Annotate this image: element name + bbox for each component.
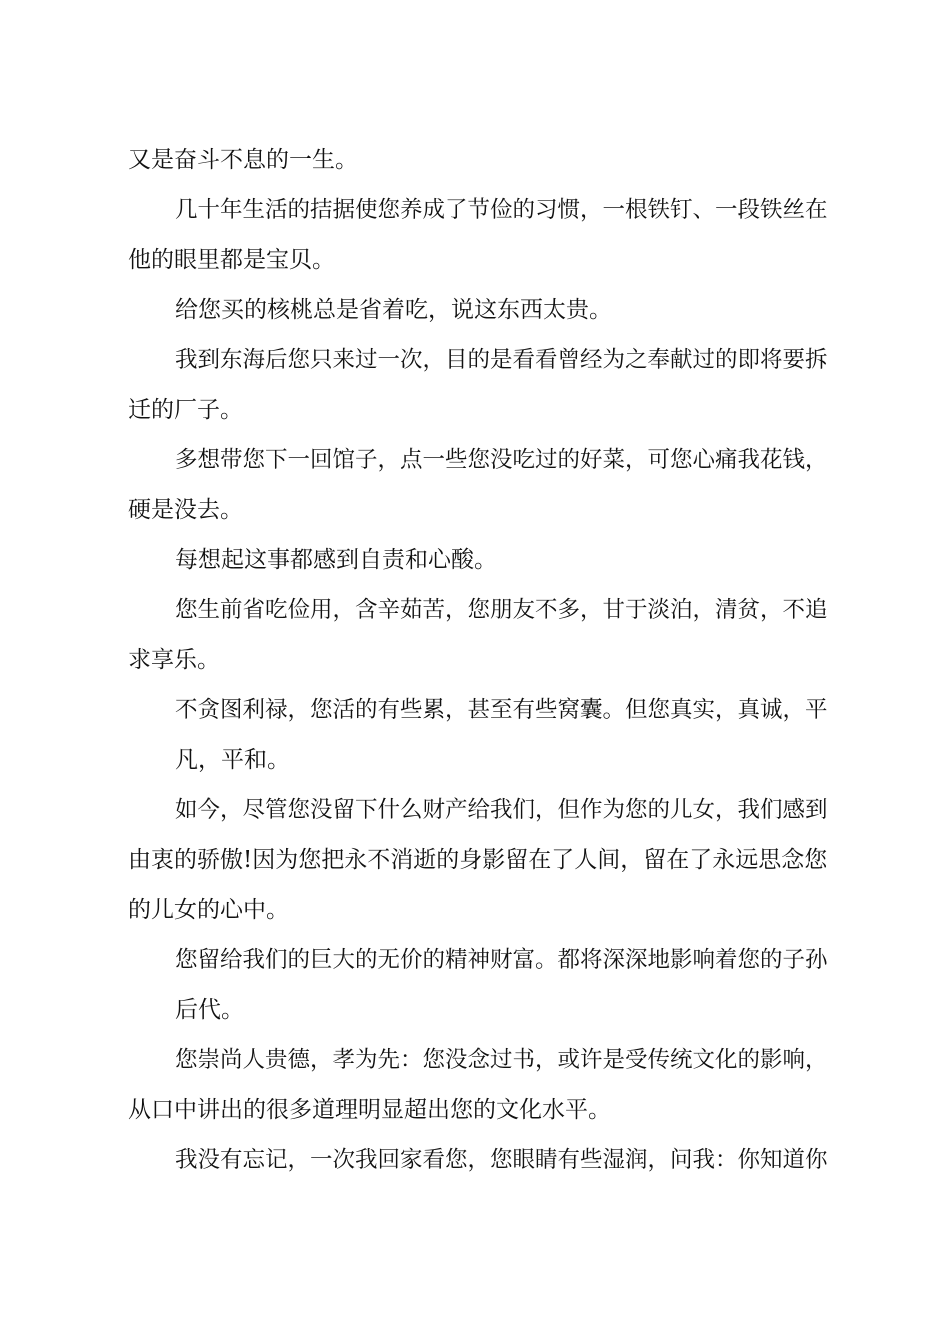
text-line-5: 我到东海后您只来过一次，目的是看看曾经为之奉献过的即将要拆	[175, 347, 828, 373]
text-line-1: 又是奋斗不息的一生。	[128, 147, 358, 173]
text-line-6: 迁的厂子。	[128, 397, 243, 423]
text-line-2: 几十年生活的拮据使您养成了节俭的习惯，一根铁钉、一段铁丝在	[175, 197, 828, 223]
text-line-17: 您留给我们的巨大的无价的精神财富。都将深深地影响着您的子孙	[175, 947, 828, 973]
text-line-20: 从口中讲出的很多道理明显超出您的文化水平。	[128, 1097, 611, 1123]
text-line-9: 每想起这事都感到自责和心酸。	[175, 547, 497, 573]
text-line-15: 由衷的骄傲!因为您把永不消逝的身影留在了人间，留在了永远思念您	[128, 847, 828, 873]
text-line-16: 的儿女的心中。	[128, 897, 289, 923]
text-line-10: 您生前省吃俭用，含辛茹苦，您朋友不多，甘于淡泊，清贫，不追	[175, 597, 828, 623]
text-line-18: 后代。	[175, 997, 244, 1023]
text-line-21: 我没有忘记，一次我回家看您，您眼睛有些湿润，问我：你知道你	[175, 1147, 828, 1173]
text-line-11: 求享乐。	[128, 647, 220, 673]
text-line-13: 凡，平和。	[175, 747, 290, 773]
text-line-3: 他的眼里都是宝贝。	[128, 247, 335, 273]
text-line-12: 不贪图利禄，您活的有些累，甚至有些窝囊。但您真实，真诚，平	[175, 697, 828, 723]
text-line-4: 给您买的核桃总是省着吃，说这东西太贵。	[175, 297, 612, 323]
text-line-7: 多想带您下一回馆子，点一些您没吃过的好菜，可您心痛我花钱，	[175, 447, 828, 473]
text-line-14: 如今，尽管您没留下什么财产给我们，但作为您的儿女，我们感到	[175, 797, 828, 823]
text-line-19: 您崇尚人贵德，孝为先：您没念过书，或许是受传统文化的影响，	[175, 1047, 828, 1073]
text-line-8: 硬是没去。	[128, 497, 243, 523]
